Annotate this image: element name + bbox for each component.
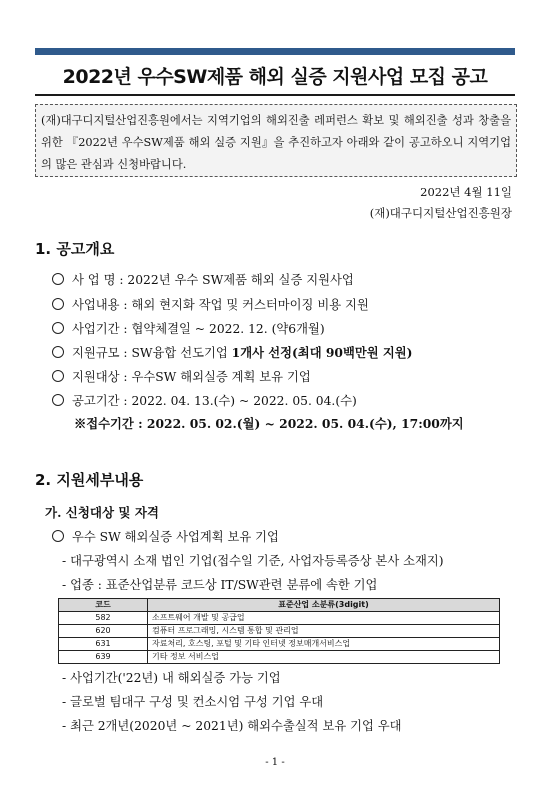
section-2-heading: 2. 지원세부내용 [35, 471, 144, 489]
list-item: 사업기간 : 협약체결일 ~ 2022. 12. (약6개월) [52, 319, 325, 337]
title-top-bar [35, 48, 515, 55]
page-number: - 1 - [265, 757, 285, 768]
announcement-date: 2022년 4월 11일 [420, 185, 512, 199]
page-title: 2022년 우수SW제품 해외 실증 지원사업 모집 공고 [62, 66, 488, 88]
list-item: 사업내용 : 해외 현지화 작업 및 커스터마이징 비용 지원 [52, 295, 369, 313]
table-header: 코드 [59, 599, 148, 612]
list-item: 공고기간 : 2022. 04. 13.(수) ~ 2022. 05. 04.(수) [52, 391, 357, 409]
dash-item: - 글로벌 팀대구 구성 및 컨소시엄 구성 기업 우대 [62, 695, 324, 709]
list-item: 사 업 명 : 2022년 우수 SW제품 해외 실증 지원사업 [52, 270, 354, 288]
table-cell: 소프트웨어 개발 및 공급업 [148, 612, 500, 625]
industry-code-table [58, 598, 500, 664]
table-row [59, 625, 500, 638]
table-header-row [59, 599, 500, 612]
table-cell: 자료처리, 호스팅, 포털 및 기타 인터넷 정보매개서비스업 [148, 638, 500, 651]
dash-item: - 최근 2개년(2020년 ~ 2021년) 해외수출실적 보유 기업 우대 [62, 719, 402, 733]
table-cell: 639 [59, 651, 148, 664]
intro-box: (재)대구디지털산업진흥원에서는 지역기업의 해외진출 레퍼런스 확보 및 해외진출 성과 창출을 위한 『2022년 우수SW제품 해외 실증 지원』을 추진하고자 아래와 같이 공고하오니 지역기업의 많은 관심과 신청바랍니다. [35, 104, 517, 177]
issuing-organization: (재)대구디지털산업진흥원장 [369, 206, 512, 220]
dash-item: - 대구광역시 소재 법인 기업(접수일 기준, 사업자등록증상 본사 소재지) [62, 554, 444, 568]
table-cell: 컴퓨터 프로그래밍, 시스템 통합 및 관리업 [148, 625, 500, 638]
subsection-heading: 가. 신청대상 및 자격 [45, 505, 160, 520]
support-scale-bold: 1개사 선정(최대 90백만원 지원) [231, 345, 413, 360]
dash-item: - 사업기간('22년) 내 해외실증 가능 기업 [62, 671, 281, 685]
dash-item: - 업종 : 표준산업분류 코드상 IT/SW관련 분류에 속한 기업 [62, 578, 378, 592]
circle-bullet-icon [52, 273, 64, 285]
list-item: 우수 SW 해외실증 사업계획 보유 기업 [52, 527, 279, 545]
circle-bullet-icon [52, 370, 64, 382]
table-cell: 631 [59, 638, 148, 651]
circle-bullet-icon [52, 530, 64, 542]
circle-bullet-icon [52, 322, 64, 334]
circle-bullet-icon [52, 298, 64, 310]
table-cell: 620 [59, 625, 148, 638]
circle-bullet-icon [52, 346, 64, 358]
table-header: 표준산업 소분류(3digit) [148, 599, 500, 612]
table-cell: 기타 정보 서비스업 [148, 651, 500, 664]
circle-bullet-icon [52, 394, 64, 406]
table-row [59, 638, 500, 651]
table-row [59, 612, 500, 625]
list-item: 지원규모 : SW융합 선도기업 1개사 선정(최대 90백만원 지원) [52, 343, 412, 361]
application-period-note: ※접수기간 : 2022. 05. 02.(월) ~ 2022. 05. 04.(수), 17:00까지 [74, 416, 464, 431]
list-item: 지원대상 : 우수SW 해외실증 계획 보유 기업 [52, 367, 311, 385]
title-underline [35, 94, 515, 96]
table-row [59, 651, 500, 664]
section-1-heading: 1. 공고개요 [35, 240, 115, 258]
table-cell: 582 [59, 612, 148, 625]
